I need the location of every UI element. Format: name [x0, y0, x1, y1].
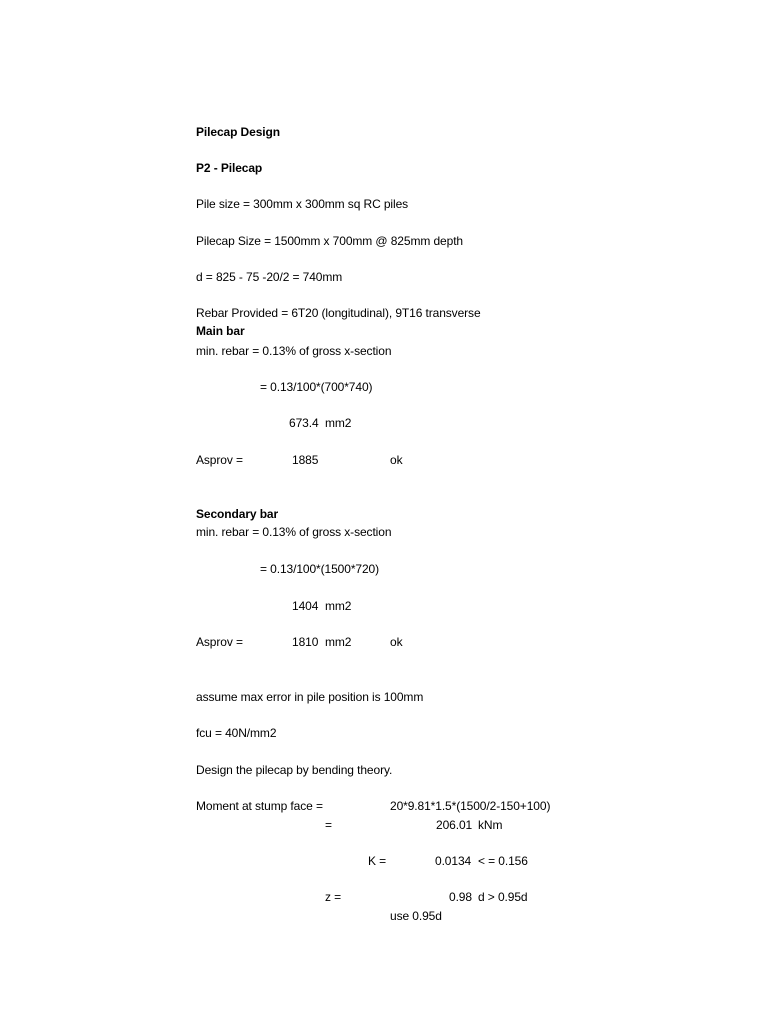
- main-bar-formula: = 0.13/100*(700*740): [260, 380, 373, 394]
- pile-error-line: assume max error in pile position is 100mm: [196, 690, 424, 704]
- secondary-bar-formula: = 0.13/100*(1500*720): [260, 562, 380, 576]
- fcu-line: fcu = 40N/mm2: [196, 726, 277, 740]
- z-note: use 0.95d: [390, 909, 442, 923]
- secondary-bar-asprov-unit: mm2: [325, 635, 352, 649]
- z-label: z =: [325, 890, 342, 904]
- main-bar-asprov-value: 1885: [292, 453, 319, 467]
- moment-expression: 20*9.81*1.5*(1500/2-150+100): [390, 799, 551, 813]
- pile-size-line: Pile size = 300mm x 300mm sq RC piles: [196, 197, 409, 211]
- pilecap-size-line: Pilecap Size = 1500mm x 700mm @ 825mm depth: [196, 234, 464, 248]
- secondary-bar-result-unit: mm2: [325, 599, 352, 613]
- main-bar-result-unit: mm2: [325, 416, 352, 430]
- k-value: 0.0134: [435, 854, 472, 868]
- z-value: 0.98: [449, 890, 472, 904]
- moment-equals: =: [325, 818, 332, 832]
- main-bar-check: ok: [390, 453, 403, 467]
- main-bar-heading: Main bar: [196, 324, 245, 338]
- design-method-line: Design the pilecap by bending theory.: [196, 763, 393, 777]
- k-comparison: < = 0.156: [478, 854, 528, 868]
- secondary-bar-asprov-label: Asprov =: [196, 635, 243, 649]
- secondary-bar-check: ok: [390, 635, 403, 649]
- main-bar-min-rebar: min. rebar = 0.13% of gross x-section: [196, 344, 392, 358]
- effective-depth-line: d = 825 - 75 -20/2 = 740mm: [196, 270, 343, 284]
- rebar-provided-line: Rebar Provided = 6T20 (longitudinal), 9T16 transverse: [196, 306, 481, 320]
- secondary-bar-asprov-value: 1810: [292, 635, 319, 649]
- secondary-bar-heading: Secondary bar: [196, 507, 279, 521]
- moment-value: 206.01: [436, 818, 473, 832]
- moment-unit: kNm: [478, 818, 503, 832]
- main-bar-asprov-label: Asprov =: [196, 453, 243, 467]
- main-bar-result-value: 673.4: [289, 416, 319, 430]
- z-comparison: d > 0.95d: [478, 890, 528, 904]
- section-heading-p2: P2 - Pilecap: [196, 161, 263, 175]
- secondary-bar-result-value: 1404: [292, 599, 319, 613]
- moment-label: Moment at stump face =: [196, 799, 323, 813]
- document-title: Pilecap Design: [196, 125, 280, 139]
- secondary-bar-min-rebar: min. rebar = 0.13% of gross x-section: [196, 525, 392, 539]
- k-label: K =: [368, 854, 387, 868]
